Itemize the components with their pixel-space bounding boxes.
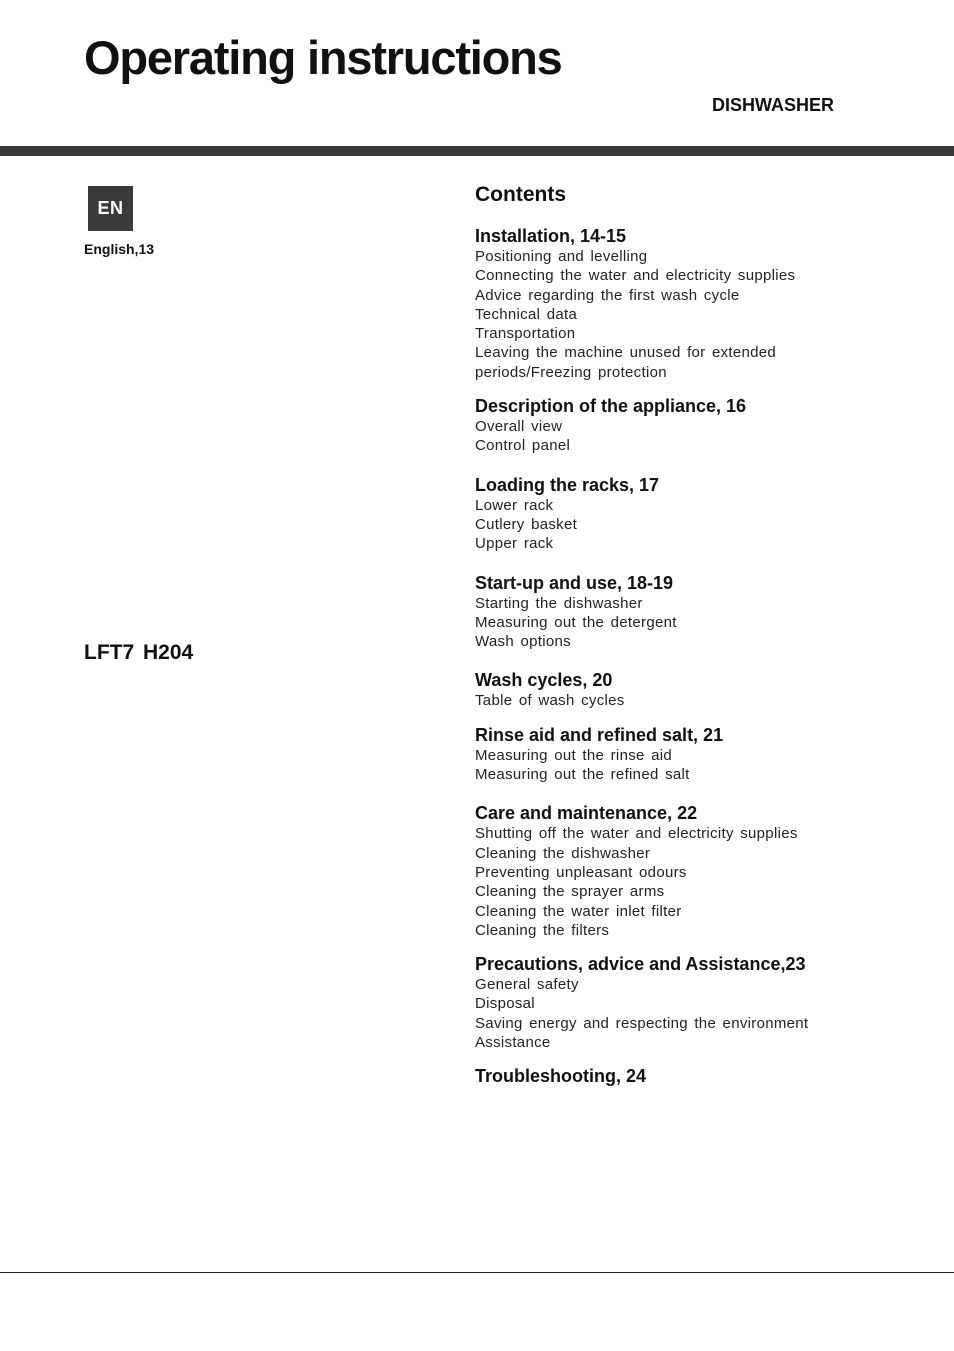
language-badge: EN (88, 186, 133, 231)
toc-subitems (475, 247, 875, 382)
toc-subitem: Lower rack (475, 496, 554, 514)
toc-subitem: Cleaning the water inlet filter (475, 902, 682, 920)
toc-subitem: Technical data (475, 305, 578, 323)
toc-section-description (475, 395, 875, 456)
table-of-contents (475, 180, 875, 1105)
toc-section-loading-racks (475, 474, 875, 554)
contents-heading: Contents (475, 183, 566, 206)
toc-subitem: Table of wash cycles (475, 692, 625, 710)
toc-subitem: Transportation (475, 325, 576, 343)
toc-subitem: Cleaning the dishwasher (475, 844, 651, 862)
toc-subitems (475, 975, 875, 1052)
toc-link-precautions[interactable]: Precautions, advice and Assistance,23 (475, 954, 806, 975)
toc-subitem: Cleaning the filters (475, 921, 610, 939)
toc-link-care[interactable]: Care and maintenance, 22 (475, 803, 698, 824)
model-name: LFT7 H204 (84, 641, 194, 664)
toc-subitem: Measuring out the refined salt (475, 766, 690, 784)
toc-subitem: Overall view (475, 418, 563, 436)
toc-subitem: Starting the dishwasher (475, 594, 643, 612)
toc-link-wash-cycles[interactable]: Wash cycles, 20 (475, 670, 613, 691)
toc-link-rinse-aid[interactable]: Rinse aid and refined salt, 21 (475, 724, 724, 745)
toc-subitem: Control panel (475, 437, 571, 455)
toc-link-troubleshooting[interactable]: Troubleshooting, 24 (475, 1066, 647, 1087)
toc-subitem: Cutlery basket (475, 515, 578, 533)
product-type-label: DISHWASHER (711, 95, 834, 115)
toc-subitems (475, 691, 875, 710)
toc-section-wash-cycles (475, 669, 875, 710)
toc-subitem: Leaving the machine unused for extended periods/Freezing protection (475, 344, 777, 381)
document-title: Operating instructions (84, 31, 562, 84)
toc-section-precautions (475, 953, 875, 1052)
toc-subitem: Saving energy and respecting the environment (475, 1014, 809, 1032)
toc-subitem: Connecting the water and electricity supplies (475, 267, 796, 285)
toc-subitem: Disposal (475, 995, 535, 1013)
toc-section-troubleshooting (475, 1065, 875, 1087)
toc-subitem: Wash options (475, 633, 571, 651)
footer-divider (0, 1272, 954, 1273)
toc-subitems (475, 417, 875, 456)
toc-subitem: Positioning and levelling (475, 248, 648, 265)
toc-link-loading-racks[interactable]: Loading the racks, 17 (475, 474, 660, 495)
toc-subitem: Assistance (475, 1034, 551, 1052)
toc-subitems (475, 824, 875, 940)
toc-subitems (475, 496, 875, 554)
toc-subitem: Measuring out the rinse aid (475, 746, 673, 764)
toc-section-installation (475, 225, 875, 382)
toc-section-rinse-aid (475, 724, 875, 785)
toc-link-description[interactable]: Description of the appliance, 16 (475, 396, 747, 417)
toc-section-care (475, 802, 875, 940)
toc-subitem: Measuring out the detergent (475, 613, 677, 631)
toc-subitems (475, 594, 875, 652)
toc-subitem: Upper rack (475, 535, 554, 553)
toc-subitem: Advice regarding the first wash cycle (475, 286, 740, 304)
toc-subitems (475, 746, 875, 785)
toc-link-installation[interactable]: Installation, 14-15 (475, 226, 627, 246)
header-divider (0, 146, 954, 156)
toc-section-start-up (475, 572, 875, 652)
toc-link-start-up[interactable]: Start-up and use, 18-19 (475, 572, 674, 593)
toc-subitem: Cleaning the sprayer arms (475, 883, 665, 901)
toc-subitem: Preventing unpleasant odours (475, 863, 687, 881)
toc-subitem: Shutting off the water and electricity supplies (475, 825, 798, 843)
toc-subitem: General safety (475, 976, 579, 994)
language-link-english[interactable]: English,13 (84, 241, 155, 257)
